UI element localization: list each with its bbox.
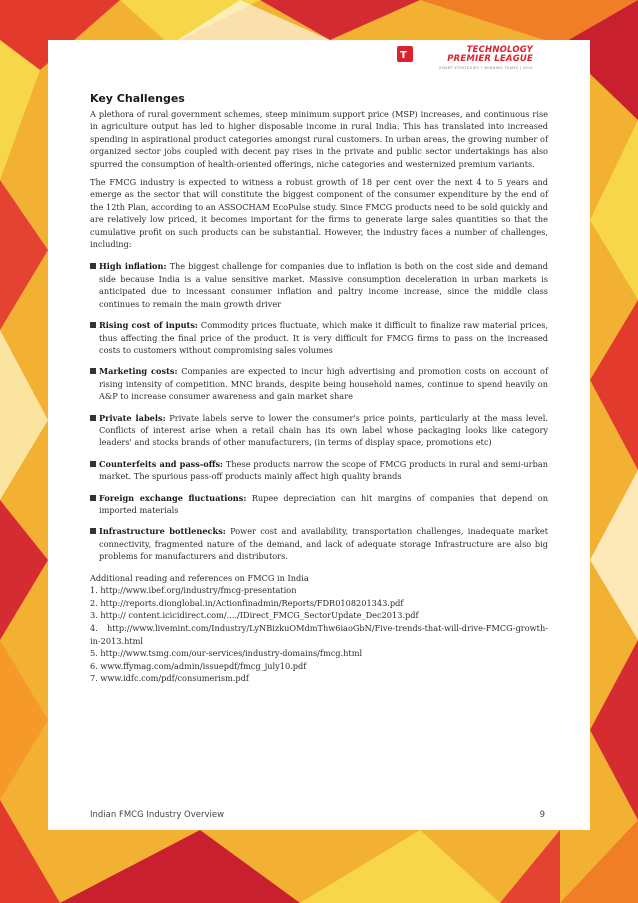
challenge-item — [90, 492, 548, 517]
challenge-item — [90, 412, 548, 449]
challenge-item — [90, 319, 548, 356]
main-content — [90, 92, 548, 685]
bullet-square-icon — [90, 528, 96, 534]
challenge-text: Rupee depreciation can hit margins of companies that depend on imported materials — [99, 492, 548, 515]
reference-link[interactable]: 4. http://www.livemint.com/Industry/LyNBizkuOMdmThw6iaoGbN/Five-trends-that-will-drive-FMCG-growth-in-2013.html — [90, 622, 548, 646]
challenge-item — [90, 525, 548, 562]
reference-link[interactable]: 1. http://www.ibef.org/industry/fmcg-presentation — [90, 585, 297, 596]
challenge-title: Private labels: — [99, 412, 166, 423]
challenge-text: These products narrow the scope of FMCG products in rural and semi-urban market. The spurious pass-off products mainly affect high quality brands — [99, 458, 548, 482]
reference-link[interactable]: 5. http://www.tsmg.com/our-services/industry-domains/fmcg.html — [90, 648, 363, 659]
challenge-text: The biggest challenge for companies due to inflation is both on the cost side and demand side because India is a value sensitive market. Massive consumption deceleration in urban markets is anticipated due to incessant consumer inflation and paltry income increase, since the middle class continues to remain the main growth driver — [99, 261, 548, 309]
bullet-square-icon — [90, 495, 96, 501]
challenge-title: Foreign exchange fluctuations: — [99, 492, 247, 503]
logo-line-2: PREMIER LEAGUE — [447, 54, 533, 64]
challenge-text: Companies are expected to incur high advertising and promotion costs on account of rising intensity of competition. MNC brands, despite being household names, continue to spend heavily on A&P to increase consumer awareness and gain market share — [99, 366, 548, 402]
challenge-item — [90, 458, 548, 483]
challenge-text: Commodity prices fluctuate, which make it difficult to finalize raw material prices, thus affecting the final price of the product. It is very difficult for FMCG firms to pass on the increased costs to customers without compromising sales volumes — [99, 320, 548, 355]
reference-link[interactable]: 6. www.ffymag.com/admin/issuepdf/fmcg_july10.pdf — [90, 660, 307, 671]
bullet-square-icon — [90, 368, 96, 374]
technology-premier-league-logo — [400, 45, 533, 75]
bullet-square-icon — [90, 461, 96, 467]
bullet-square-icon — [90, 263, 96, 269]
reference-link[interactable]: 7. www.idfc.com/pdf/consumerism.pdf — [90, 673, 249, 684]
reference-link[interactable]: 3. http:// content.icicidirect.com/..../IDirect_FMCG_SectorUpdate_Dec2013.pdf — [90, 610, 419, 621]
challenge-title: Rising cost of inputs: — [99, 320, 198, 331]
intro-paragraph-2: The FMCG industry is expected to witness a robust growth of 18 per cent over the next 4 to 5 years and emerge as the sector that will constitute the biggest component of the consumer expenditure by the end of the 12th Plan, according to an ASSOCHAM EcoPulse study. Since FMCG products need to be sold quickly and are relatively low priced, it becomes important for the firms to generate large sales quantities so that the cumulative profit on such products can be substantial. However, the industry faces a number of challenges, including: — [90, 177, 548, 250]
references-section — [90, 572, 548, 685]
reference-link[interactable]: 2. http://reports.dionglobal.in/Actionfinadmin/Reports/FDR0108201343.pdf — [90, 597, 404, 608]
logo-line-1: TECHNOLOGY — [466, 45, 533, 55]
logo-tagline: SMART STRATEGIES • WINNING TEAMS | 2014 — [439, 66, 533, 70]
challenge-title: High inflation: — [99, 261, 167, 272]
challenge-text: Power cost and availability, transportation challenges, inadequate market connectivity, fragmented nature of the demand, and lack of adequate storage Infrastructure are also big problems for manufacturers and distributors. — [99, 526, 549, 562]
references-title: Additional reading and references on FMCG in India — [90, 572, 309, 583]
page-number: 9 — [539, 810, 545, 820]
bullet-square-icon — [90, 322, 96, 328]
section-heading: Key Challenges — [90, 92, 185, 105]
challenge-title: Counterfeits and pass-offs: — [99, 458, 224, 469]
challenge-item — [90, 260, 548, 310]
svg-text:T: T — [400, 50, 407, 61]
page-footer — [90, 810, 545, 820]
challenge-title: Marketing costs: — [99, 366, 178, 377]
tpl-logo-mark-icon — [397, 46, 413, 62]
footer-title: Indian FMCG Industry Overview — [90, 810, 225, 820]
bullet-square-icon — [90, 415, 96, 421]
intro-paragraph-1: A plethora of rural government schemes, steep minimum support price (MSP) increases, and continuous rise in agriculture output has led to higher disposable income in rural India. This has translated into increased spending in aspirational product categories amongst rural customers. In urban areas, the growing number of organized sector jobs coupled with decent pay rises in the private and public sector undertakings has also spurred the consumption of health-oriented offerings, niche categories and westernized premium variants. — [90, 109, 548, 169]
challenge-text: Private labels serve to lower the consumer's price points, particularly at the mass level. Conflicts of interest arise when a retail chain has its own label whose packaging looks like category leaders' and stocks brands of other manufacturers, (in terms of display space, promotions etc) — [99, 412, 548, 448]
challenge-title: Infrastructure bottlenecks: — [99, 526, 226, 537]
challenges-list — [90, 260, 548, 562]
challenge-item — [90, 365, 548, 402]
